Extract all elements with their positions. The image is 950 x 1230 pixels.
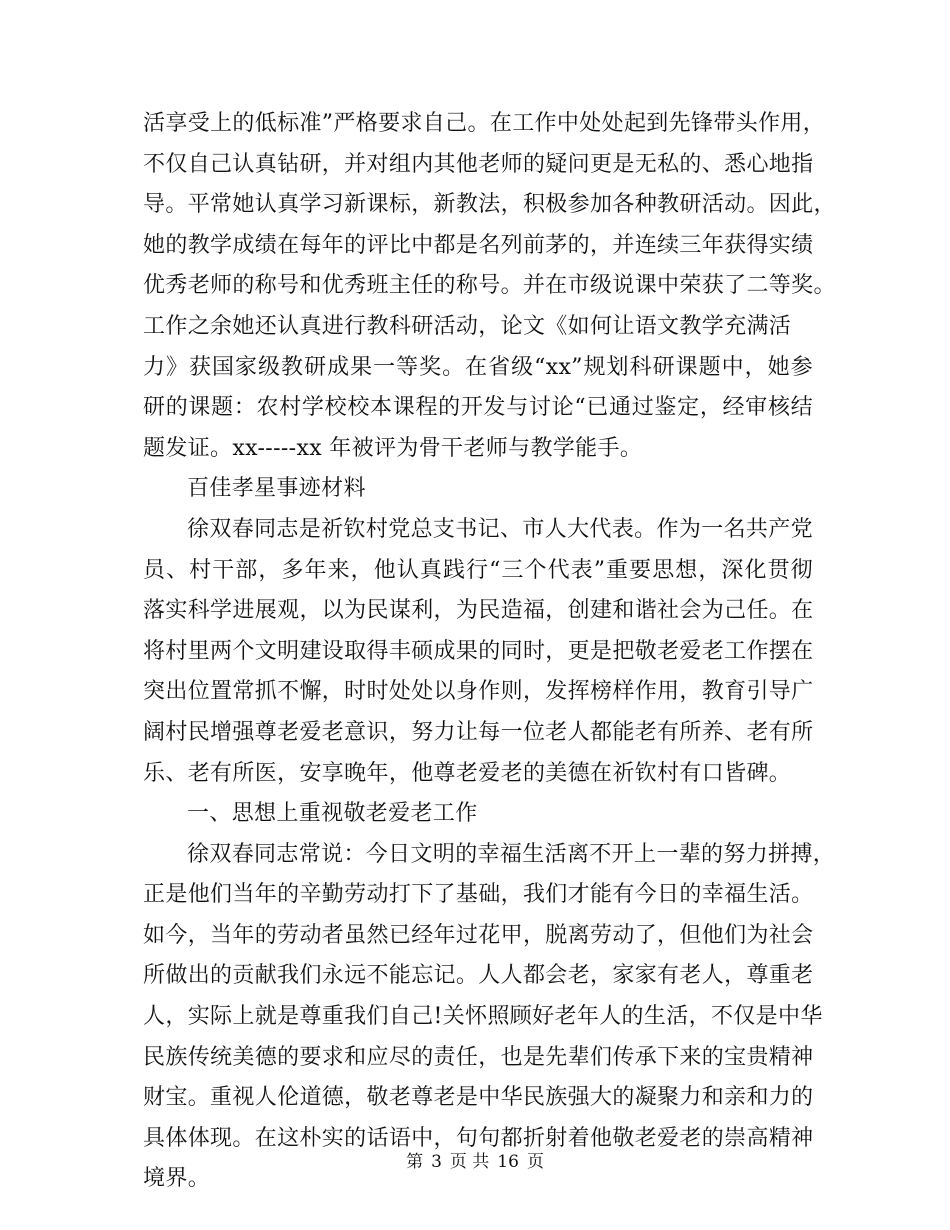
footer-page-number: 3 <box>431 1152 442 1172</box>
text-line: 员、村干部，多年来，他认真践行“三个代表”重要思想，深化贯彻 <box>143 557 813 583</box>
text-line: 正是他们当年的辛勤劳动打下了基础，我们才能有今日的幸福生活。 <box>143 882 814 908</box>
text-line: 百佳孝星事迹材料 <box>187 476 366 502</box>
document-body <box>143 104 836 1200</box>
text-line: 力》获国家级教研成果一等奖。在省级“xx”规划科研课题中，她参 <box>143 354 813 380</box>
footer-prefix: 第 <box>406 1152 424 1172</box>
text-line: 题发证。xx-----xx 年被评为骨干老师与教学能手。 <box>143 435 643 461</box>
text-line: 所做出的贡献我们永远不能忘记。人人都会老，家家有老人，尊重老 <box>143 963 814 989</box>
footer-middle: 页 共 <box>449 1152 490 1172</box>
text-line: 导。平常她认真学习新课标，新教法，积极参加各种教研活动。因此， <box>143 192 836 218</box>
text-line: 徐双春同志是祈钦村党总支书记、市人大代表。作为一名共产党 <box>187 516 813 542</box>
text-line: 不仅自己认真钻研，并对组内其他老师的疑问更是无私的、悉心地指 <box>143 151 814 177</box>
footer-suffix: 页 <box>526 1152 544 1172</box>
text-line: 徐双春同志常说：今日文明的幸福生活离不开上一辈的努力拼搏， <box>187 841 836 867</box>
text-line: 阔村民增强尊老爱老意识，努力让每一位老人都能老有所养、老有所 <box>143 719 814 745</box>
text-line: 一、思想上重视敬老爱老工作 <box>187 801 478 827</box>
text-line: 突出位置常抓不懈，时时处处以身作则，发挥榜样作用，教育引导广 <box>143 679 814 705</box>
text-line: 境界。 <box>143 1166 211 1192</box>
text-line: 优秀老师的称号和优秀班主任的称号。并在市级说课中荣获了二等奖。 <box>143 273 836 299</box>
text-line: 如今，当年的劳动者虽然已经年过花甲，脱离劳动了，但他们为社会 <box>143 922 814 948</box>
text-line: 她的教学成绩在每年的评比中都是名列前茅的，并连续三年获得实绩 <box>143 232 814 258</box>
text-line: 将村里两个文明建设取得丰硕成果的同时，更是把敬老爱老工作摆在 <box>143 638 814 664</box>
text-line: 研的课题：农村学校校本课程的开发与讨论“已通过鉴定，经审核结 <box>143 395 813 421</box>
text-line: 财宝。重视人伦道德，敬老尊老是中华民族强大的凝聚力和亲和力的 <box>143 1085 814 1111</box>
text-line: 工作之余她还认真进行教科研活动，论文《如何让语文教学充满活 <box>143 313 792 339</box>
page-footer <box>0 1150 950 1174</box>
text-line: 具体体现。在这朴实的话语中，句句都折射着他敬老爱老的崇高精神 <box>143 1125 814 1151</box>
footer-total-pages: 16 <box>497 1152 519 1172</box>
text-line: 乐、老有所医，安享晚年，他尊老爱老的美德在祈钦村有口皆碑。 <box>143 760 792 786</box>
text-line: 人，实际上就是尊重我们自己!关怀照顾好老年人的生活，不仅是中华 <box>143 1004 823 1030</box>
text-line: 落实科学进展观，以为民谋利，为民造福，创建和谐社会为己任。在 <box>143 598 814 624</box>
text-line: 民族传统美德的要求和应尽的责任，也是先辈们传承下来的宝贵精神 <box>143 1044 814 1070</box>
text-line: 活享受上的低标准”严格要求自己。在工作中处处起到先锋带头作用， <box>143 111 826 136</box>
